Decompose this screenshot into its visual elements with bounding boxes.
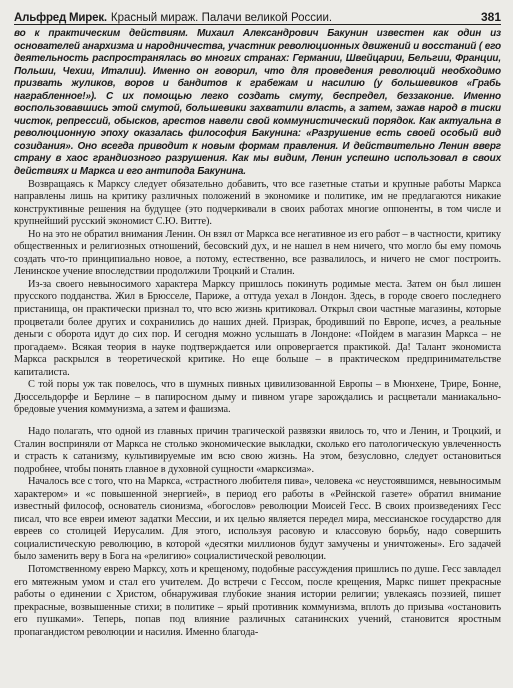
paragraph-satanism: Надо полагать, что одной из главных причин трагической развязки явилось то, что и Ленин, и Троцкий, и Сталин восприняли от Маркса не столько экономические выкладки, сколько его патологическую увлеченность и страсть к сатанизму, культивируемые им всю свою жизнь. На этом, безусловно, следует остановиться подробнее, чтобы понять главное в духовной сущности «марксизма». (14, 425, 501, 475)
page-number: 381 (480, 10, 501, 24)
header-book-title: Красный мираж. Палачи великой России. (110, 12, 333, 24)
running-header (14, 4, 501, 25)
page-body (14, 28, 501, 639)
paragraph-hess: Началось все с того, что на Маркса, «страстного любителя пива», человека «с неустоявшимся, невыносимым характером» и «с повышенной энергией», в период его работы в «Рейнской газете» обратил внимание известный философ, основатель сионизма, «богослов» революции Моисей Гесс. В своих произведениях Гесс писал, что все евреи имеют задатки Мессии, и их целью является передел мира, мессианское государство для евреев со столицей Иерусалим. Для этого, используя расовую и классовую борьбу, надо совершить социалистическую революцию, в которой «десятки миллионов будут замучены и уничтожены». Его задачей было заменить веру в Бога на «религию» социалистической революции. (14, 476, 501, 563)
paragraph-bakunin: во к практическим действиям. Михаил Александрович Бакунин известен как один из основателей анархизма и народничества, участник революционных движений и восстаний ( его деятельность распространялась во многих странах: Германии, Швейцарии, Бельгии, Франции, Польши, Чехии, Италии). Именно он говорил, что для проведения революций необходимо призвать жуликов, воров и бандитов к грабежам и насилию (у большевиков «Грабь награбленное!»). С их помощью легко создать смуту, беспредел, беззаконие. Именно воспользовавшись этой смутой, большевики захватили власть, а затем, зажав народ в тиски чисток, репрессий, обысков, арестов навели свой коммунистический порядок. Как актуальна в революционную эпоху оказалась философия Бакунина: «Разрушение есть своей особый вид созидания». Оно всегда приводит к новым формам правления. И действительно Ленин вверг страну в хаос грандиозного разрушения. Как мы видим, Ленин успешно использовал в своих действиях и Маркса и его антипода Бакунина. (14, 28, 501, 178)
header-author: Альфред Мирек. (14, 12, 107, 24)
paragraph-lenin: Но на это не обратил внимания Ленин. Он взял от Маркса все негативное из его работ – в частности, критику общественных и религиозных отношений, бесовский дух, и не нашел в нем ничего, что могло бы ему помочь создать что-то принципиально новое, а потому, естественно, все развалилось, и ничего не смог построить. Ленинское учение впоследствии продолжили Троцкий и Сталин. (14, 228, 501, 278)
paragraph-marx-criticism: Возвращаясь к Марксу следует обязательно добавить, что все газетные статьи и крупные работы Маркса направлены лишь на критику различных положений в экономике и политике, им не предлагаются никакие конструктивные решения на будущее (это подчеркивали в своих работах многие оппоненты, в том числе и крупнейший русский экономист С.Ю. Витте). (14, 178, 501, 228)
paragraph-marx-london: Из-за своего невыносимого характера Марксу пришлось покинуть родимые места. Затем он был лишен прусского подданства. Жил в Брюсселе, Париже, а оттуда уехал в Лондон. Здесь, в городе своего последнего пристанища, он практически признал то, что всю жизнь критиковал. Открыл свои частные магазины, которые процветали более других и сохранились до наших дней. Призрак, бродивший по Европе, исчез, а реальные деньги с оборота идут до сих пор. И сегодня можно услышать в Лондоне: «Пойдем в магазин Маркса – не прогадаем». Всякая теория в науке подтверждается или опровергается практикой. Да! Талант экономиста Маркса раскрылся в теоретической критике. Но еще больше – в практическом предпринимательстве капиталиста. (14, 278, 501, 378)
paragraph-europe-beerhalls: С той поры уж так повелось, что в шумных пивных цивилизованной Европы – в Мюнхене, Трире, Бонне, Дюссельдорфе и Берлине – в папиросном дыму и пивном угаре зарождались и расцветали маниакально-бредовые учения коммунизма, а затем и фашизма. (14, 379, 501, 416)
paragraph-marx-hess-influence: Потомственному еврею Марксу, хоть и крещеному, подобные рассуждения пришлись по душе. Гесс завладел его мятежным умом и стал его учителем. До встречи с Гессом, после крещения, Маркс пишет прекрасные работы о единении с Христом, обнаруживая глубокие знания истории религии; увлекаясь поэзией, пишет прекрасные, возвышенные стихи; в политике – ярый противник коммунизма, вплоть до призыва «остановить его пушками». Теперь, попав под влияние различных сатанинских учений, становится яростным пропагандистом революции и насилия. Именно благода- (14, 563, 501, 638)
